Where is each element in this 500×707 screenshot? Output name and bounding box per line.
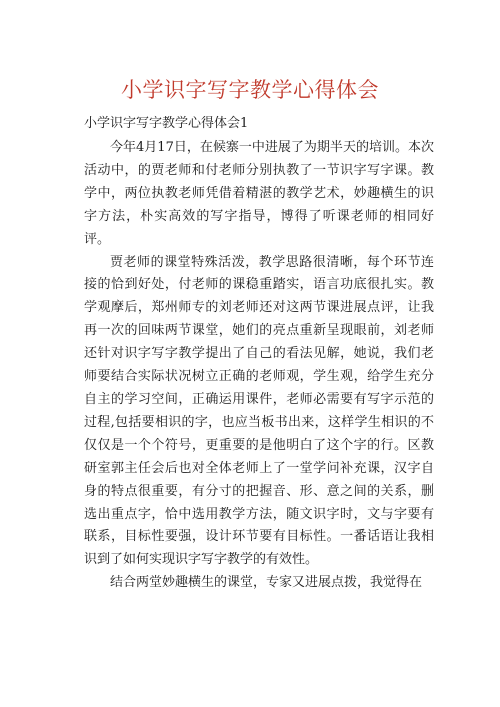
paragraph-1: 今年4月17日，在候寨一中进展了为期半天的培训。本次活动中，的贾老师和付老师分别执教了一节识字写字课。教学中，两位执教老师凭借着精湛的教学艺术，妙趣横生的识字方法，朴实高效的写字指导，博得了听课老师的相同好评。	[84, 140, 434, 247]
document-subtitle: 小学识字写字教学心得体会1	[84, 116, 249, 131]
document-body	[84, 137, 434, 595]
paragraph-3: 结合两堂妙趣横生的课堂，专家又进展点拨，我觉得在	[110, 575, 423, 591]
paragraph-2: 贾老师的课堂特殊活泼，教学思路很清晰，每个环节连接的恰到好处，付老师的课稳重踏实，语言功底很扎实。教学观摩后，郑州师专的刘老师还对这两节课进展点评，让我再一次的回味两节课堂，她们的亮点重新呈现眼前，刘老师还针对识字写字教学提出了自己的看法见解，她说，我们老师要结合实际状况树立正确的老师观，学生观，给学生充分自主的学习空间，正确运用课件，老师必需要有写字示范的过程,包括要相识的字，也应当板书出来，这样学生相识的不仅仅是一个个符号，更重要的是他明白了这个字的行。区教研室郭主任会后也对全体老师上了一堂学问补充课，汉字自身的特点很重要，有分寸的把握音、形、意之间的关系，删选出重点字，恰中选用教学方法，随文识字时，文与字要有联系，目标性要强，设计环节要有目标性。一番话语让我相识到了如何实现识字写字教学的有效性。	[84, 254, 434, 568]
document-title: 小学识字写字教学心得体会	[121, 78, 379, 102]
